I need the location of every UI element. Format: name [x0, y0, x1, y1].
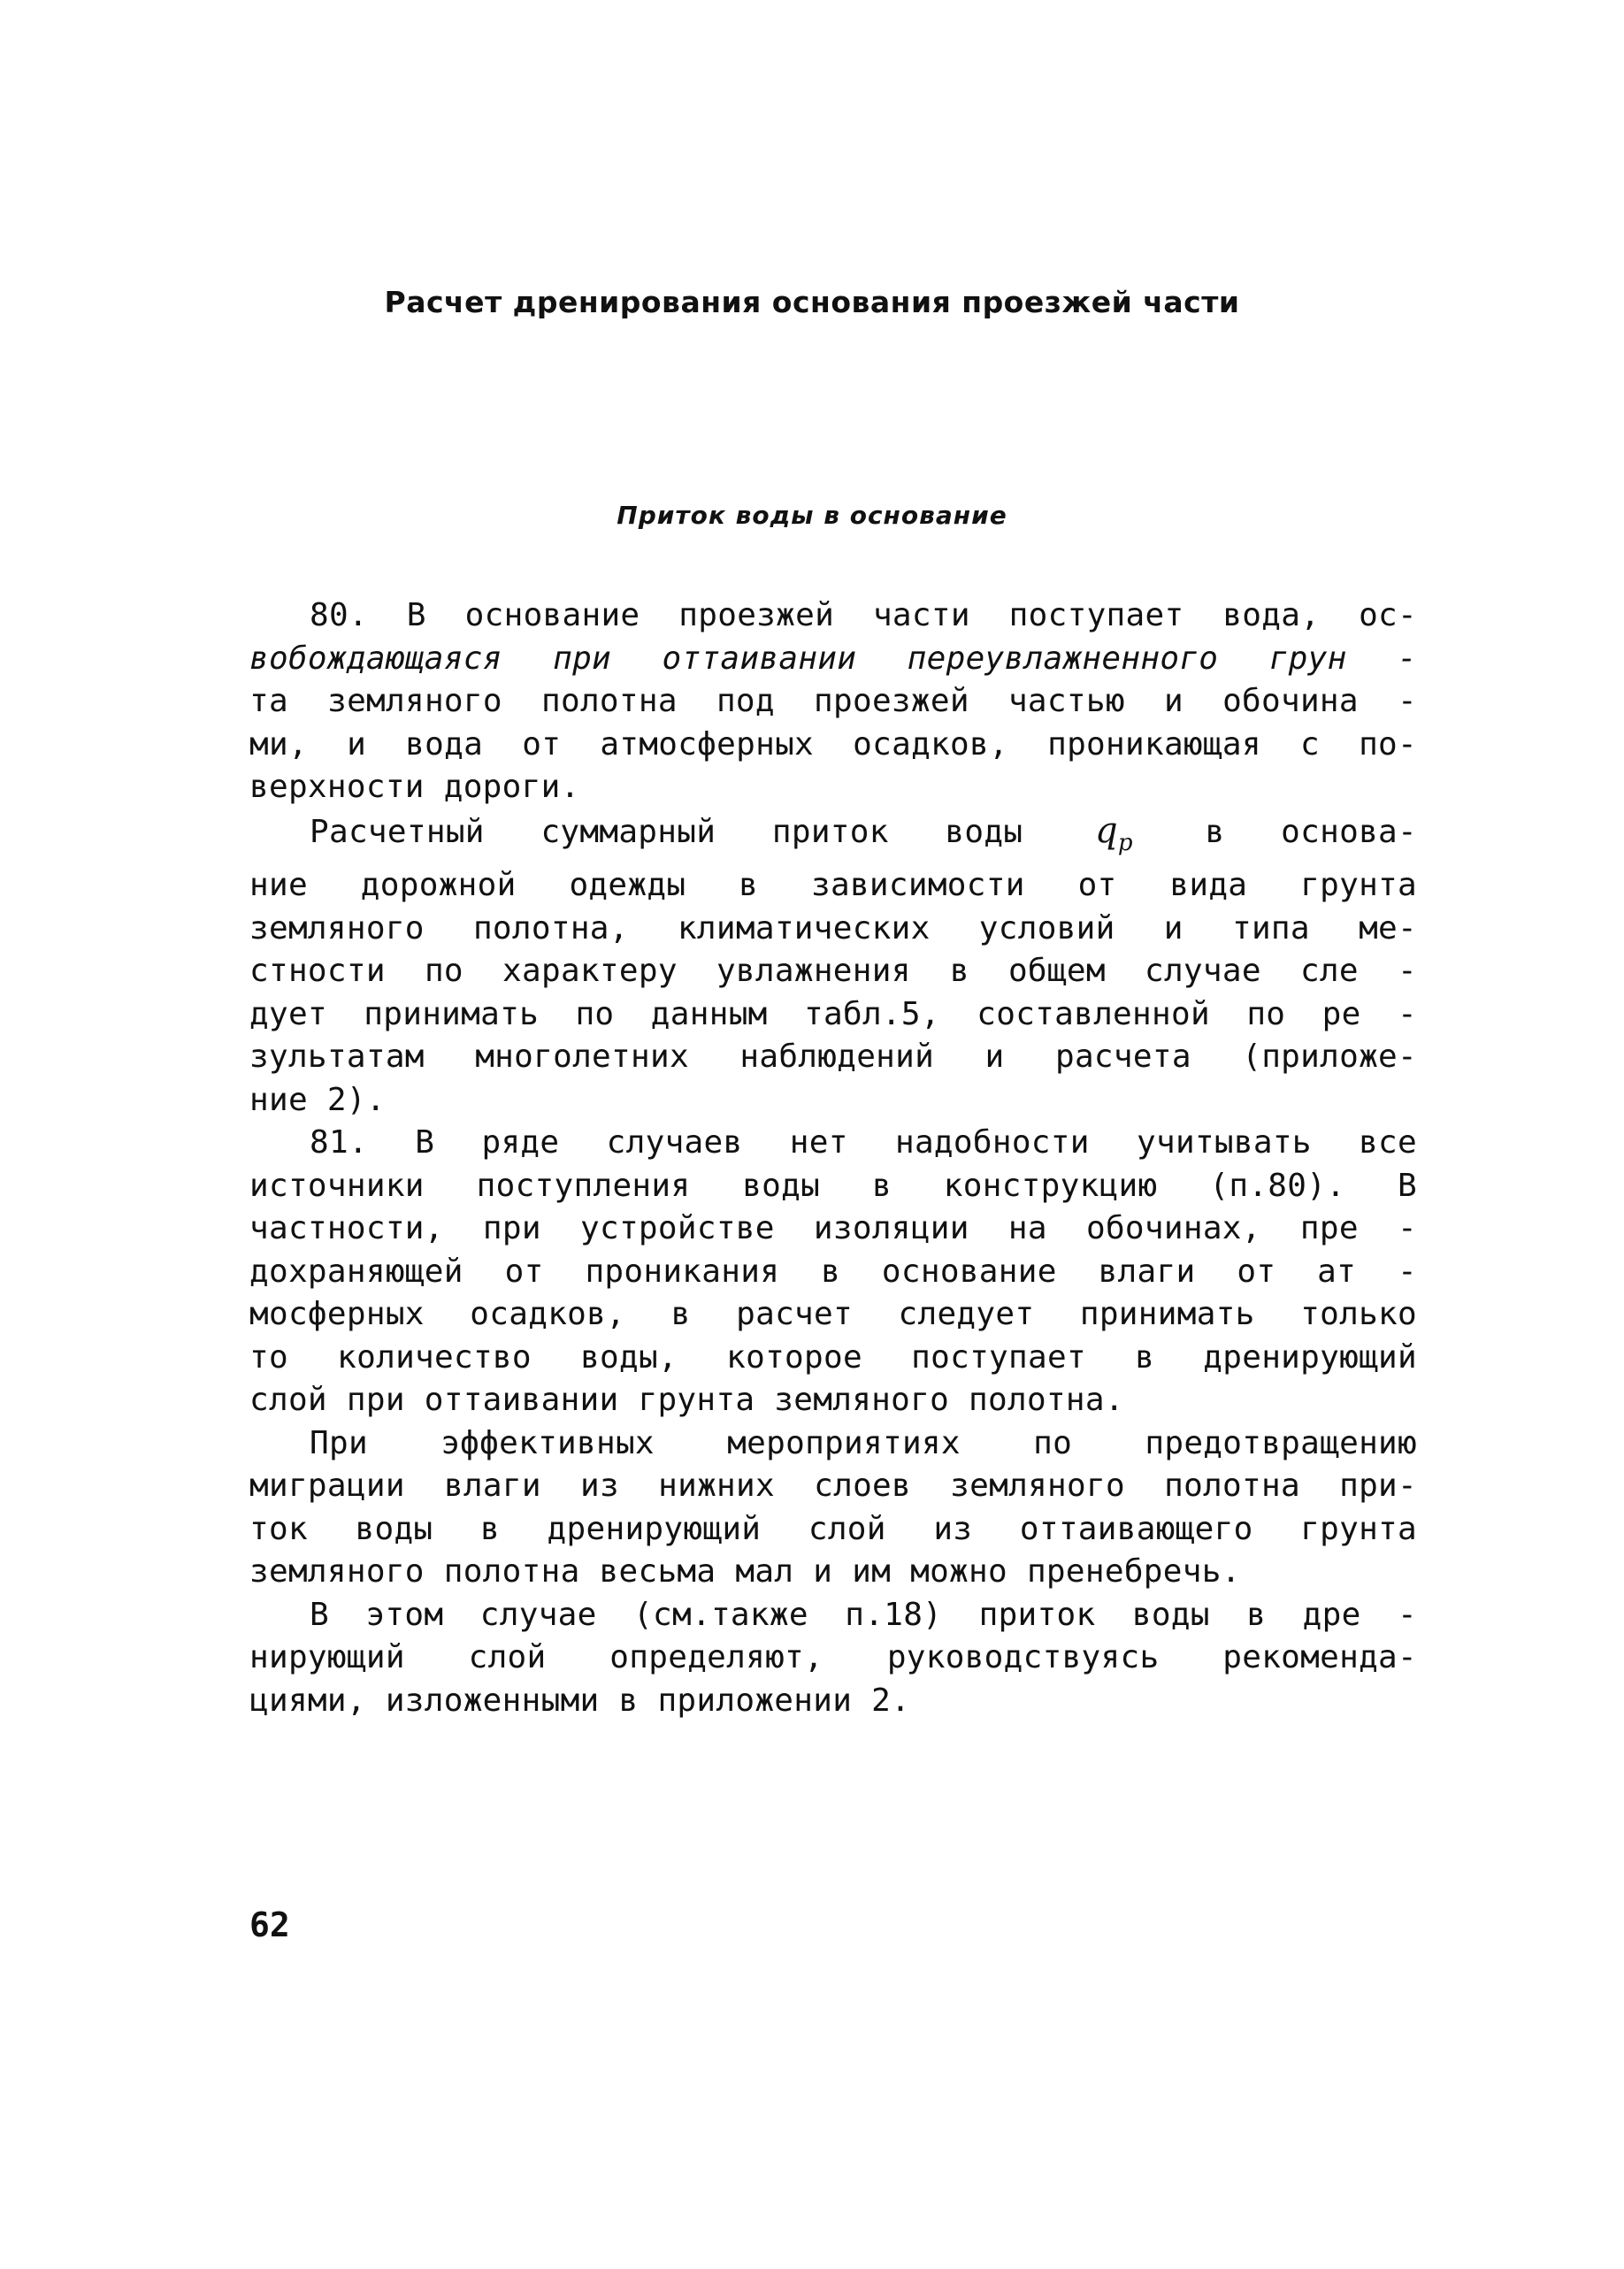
text-line: зультатам многолетних наблюдений и расчета (приложе- — [249, 1039, 1417, 1075]
text-line: земляного полотна весьма мал и им можно пренебречь. — [249, 1553, 1241, 1590]
text-line-with-formula — [249, 809, 1417, 865]
paragraph-81-final — [249, 1594, 1417, 1723]
paragraph-80 — [249, 594, 1417, 809]
text-line: вобождающаяся при оттаивании переувлажненного грун - — [249, 640, 1417, 677]
text-line: слой при оттаивании грунта земляного полотна. — [249, 1382, 1124, 1418]
text-line: мосферных осадков, в расчет следует принимать только — [249, 1296, 1417, 1332]
text-line: частности, при устройстве изоляции на обочинах, пре - — [249, 1210, 1417, 1246]
formula-main: q — [1094, 809, 1118, 851]
text-line: ток воды в дренирующий слой из оттаивающего грунта — [249, 1510, 1417, 1547]
text-line: дохраняющей от проникания в основание влаги от ат - — [249, 1253, 1417, 1290]
text-fragment: в основа- — [1205, 813, 1417, 850]
formula-subscript: p — [1117, 829, 1133, 856]
paragraph-80-continued — [249, 809, 1417, 1123]
text-line: В этом случае (см.также п.18) приток воды в дре - — [310, 1596, 1417, 1633]
text-line: миграции влаги из нижних слоев земляного полотна при- — [249, 1468, 1417, 1504]
paragraph-81-continued — [249, 1422, 1417, 1594]
paragraph-81 — [249, 1122, 1417, 1422]
text-line: ние 2). — [249, 1081, 386, 1118]
text-line: При эффективных мероприятиях по предотвращению — [310, 1424, 1417, 1461]
text-line: ми, и вода от атмосферных осадков, проникающая с по- — [249, 725, 1417, 763]
text-line: то количество воды, которое поступает в дренирующий — [249, 1338, 1417, 1376]
text-line: источники поступления воды в конструкцию (п.80). В — [249, 1167, 1417, 1204]
text-line: нирующий слой определяют, руководствуясь рекоменда- — [249, 1639, 1417, 1675]
body-text — [249, 594, 1417, 1722]
text-line: 81. В ряде случаев нет надобности учитывать все — [310, 1124, 1417, 1161]
text-line: верхности дороги. — [249, 769, 580, 805]
text-line: дует принимать по данным табл.5, составленной по ре - — [249, 995, 1417, 1032]
text-line: ние дорожной одежды в зависимости от вида грунта — [249, 867, 1417, 903]
page-number: 62 — [249, 1905, 290, 1944]
text-line: стности по характеру увлажнения в общем случае сле - — [249, 953, 1417, 989]
text-line: та земляного полотна под проезжей частью и обочина - — [249, 683, 1417, 719]
section-title: Расчет дренирования основания проезжей части — [384, 285, 1240, 319]
text-fragment: Расчетный суммарный приток воды — [310, 813, 1023, 850]
text-line: земляного полотна, климатических условий и типа ме- — [249, 909, 1417, 947]
text-line: циями, изложенными в приложении 2. — [249, 1682, 911, 1719]
text-line: 80. В основание проезжей части поступает вода, ос- — [310, 597, 1417, 633]
subsection-title: Приток воды в основание — [617, 501, 1007, 530]
formula-q-p — [1079, 809, 1149, 865]
